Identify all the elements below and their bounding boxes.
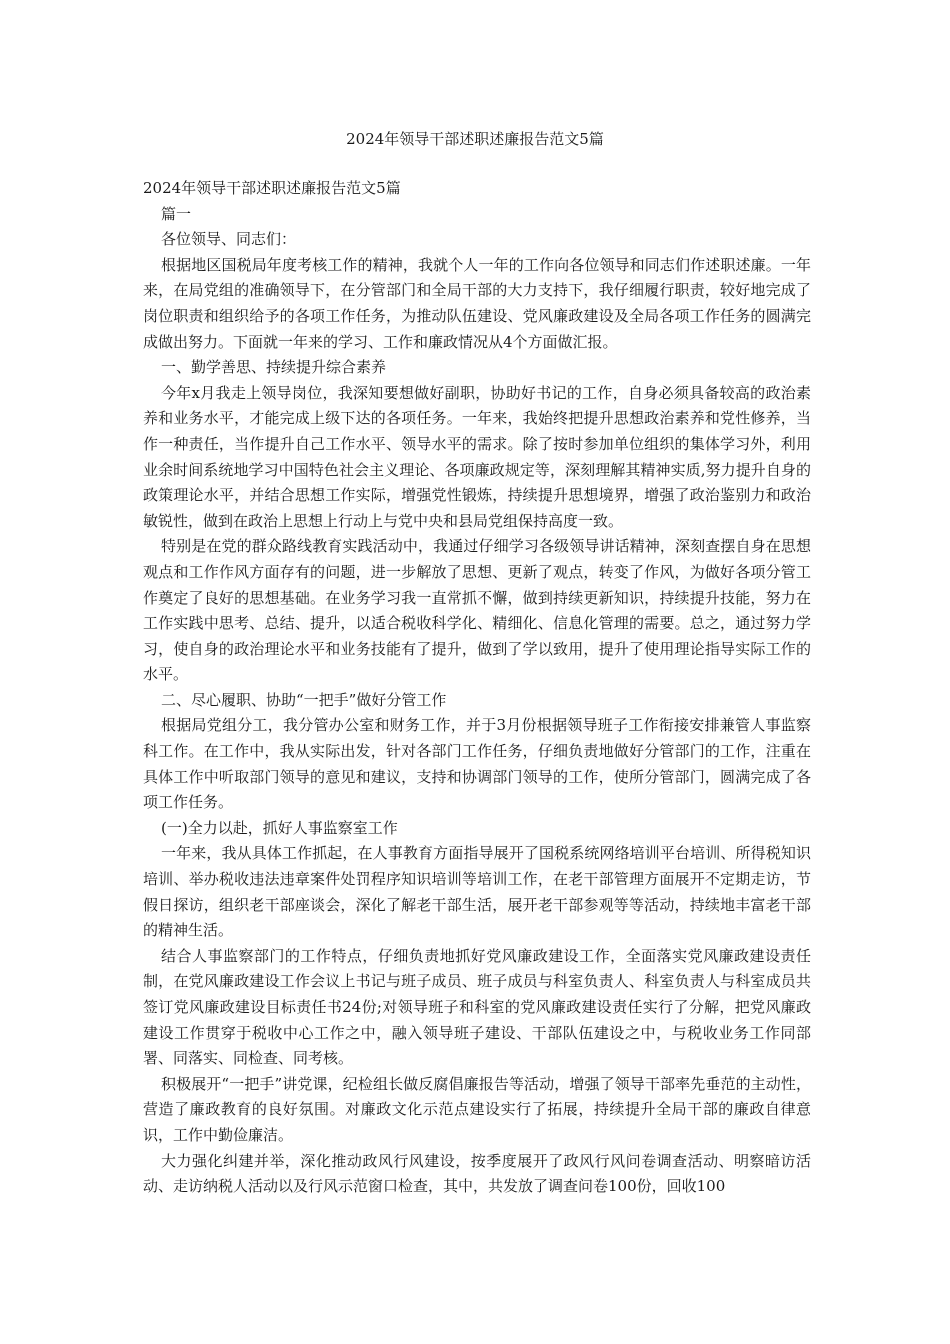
- document-title: 2024年领导干部述职述廉报告范文5篇: [346, 130, 604, 148]
- paragraph: 根据局党组分工，我分管办公室和财务工作，并于3月份根据领导班子工作衔接安排兼管人事监察科工作。在工作中，我从实际出发，针对各部门工作任务，仔细负责地做好分管部门的工作，注重在具体工作中听取部门领导的意见和建议，支持和协调部门领导的工作，使所分管部门，圆满完成了各项工作任务。: [143, 716, 811, 812]
- paragraph: 今年x月我走上领导岗位，我深知要想做好副职，协助好书记的工作，自身必须具备较高的政治素养和业务水平，才能完成上级下达的各项任务。一年来，我始终把提升思想政治素养和党性修养，当作一种责任，当作提升自己工作水平、领导水平的需求。除了按时参加单位组织的集体学习外，利用业余时间系统地学习中国特色社会主义理论、各项廉政规定等，深刻理解其精神实质,努力提升自身的政策理论水平，并结合思想工作实际，增强党性锻炼，持续提升思想境界，增强了政治鉴别力和政治敏锐性，做到在政治上思想上行动上与党中央和县局党组保持高度一致。: [143, 383, 811, 530]
- section-heading: 一、勤学善思、持续提升综合素养: [161, 358, 387, 377]
- paragraph: 一年来，我从具体工作抓起，在人事教育方面指导展开了国税系统网络培训平台培训、所得税知识培训、举办税收违法违章案件处罚程序知识培训等培训工作，在老干部管理方面展开不定期走访，节假日探访，组织老干部座谈会，深化了解老干部生活，展开老干部参观等等活动，持续地丰富老干部的精神生活。: [143, 844, 811, 940]
- paragraph: 结合人事监察部门的工作特点，仔细负责地抓好党风廉政建设工作，全面落实党风廉政建设责任制，在党风廉政建设工作会议上书记与班子成员、班子成员与科室负责人、科室负责人与科室成员共签订党风廉政建设目标责任书24份;对领导班子和科室的党风廉政建设责任实行了分解，把党风廉政建设工作贯穿于税收中心工作之中，融入领导班子建设、干部队伍建设之中，与税收业务工作同部署、同落实、同检查、同考核。: [143, 946, 811, 1068]
- body-heading: 2024年领导干部述职述廉报告范文5篇: [143, 179, 401, 197]
- subsection-heading: (一)全力以赴，抓好人事监察室工作: [161, 818, 398, 837]
- salutation: 各位领导、同志们：: [161, 230, 297, 249]
- paragraph: 大力强化纠建并举，深化推动政风行风建设，按季度展开了政风行风问卷调查活动、明察暗访活动、走访纳税人活动以及行风示范窗口检查，其中，共发放了调查问卷100份，回收100: [143, 1151, 811, 1196]
- section-label: 篇一: [161, 204, 192, 223]
- paragraph: 根据地区国税局年度考核工作的精神，我就个人一年的工作向各位领导和同志们作述职述廉。一年来，在局党组的准确领导下，在分管部门和全局干部的大力支持下，我仔细履行职责，较好地完成了岗位职责和组织给予的各项工作任务，为推动队伍建设、党风廉政建设及全局各项工作任务的圆满完成做出努力。下面就一年来的学习、工作和廉政情况从4个方面做汇报。: [143, 255, 811, 351]
- document-body: [143, 176, 811, 1200]
- paragraph: 特别是在党的群众路线教育实践活动中，我通过仔细学习各级领导讲话精神，深刻查摆自身在思想观点和工作作风方面存有的问题，进一步解放了思想、更新了观点，转变了作风，为做好各项分管工作奠定了良好的思想基础。在业务学习我一直常抓不懈，做到持续更新知识，持续提升技能，努力在工作实践中思考、总结、提升，以适合税收科学化、精细化、信息化管理的需要。总之，通过努力学习，使自身的政治理论水平和业务技能有了提升，做到了学以致用，提升了使用理论指导实际工作的水平。: [143, 537, 811, 684]
- section-heading: 二、尽心履职、协助“一把手”做好分管工作: [161, 690, 447, 709]
- paragraph: 积极展开“一把手”讲党课，纪检组长做反腐倡廉报告等活动，增强了领导干部率先垂范的主动性，营造了廉政教育的良好氛围。对廉政文化示范点建设实行了拓展，持续提升全局干部的廉政自律意识，工作中勤俭廉洁。: [143, 1074, 811, 1144]
